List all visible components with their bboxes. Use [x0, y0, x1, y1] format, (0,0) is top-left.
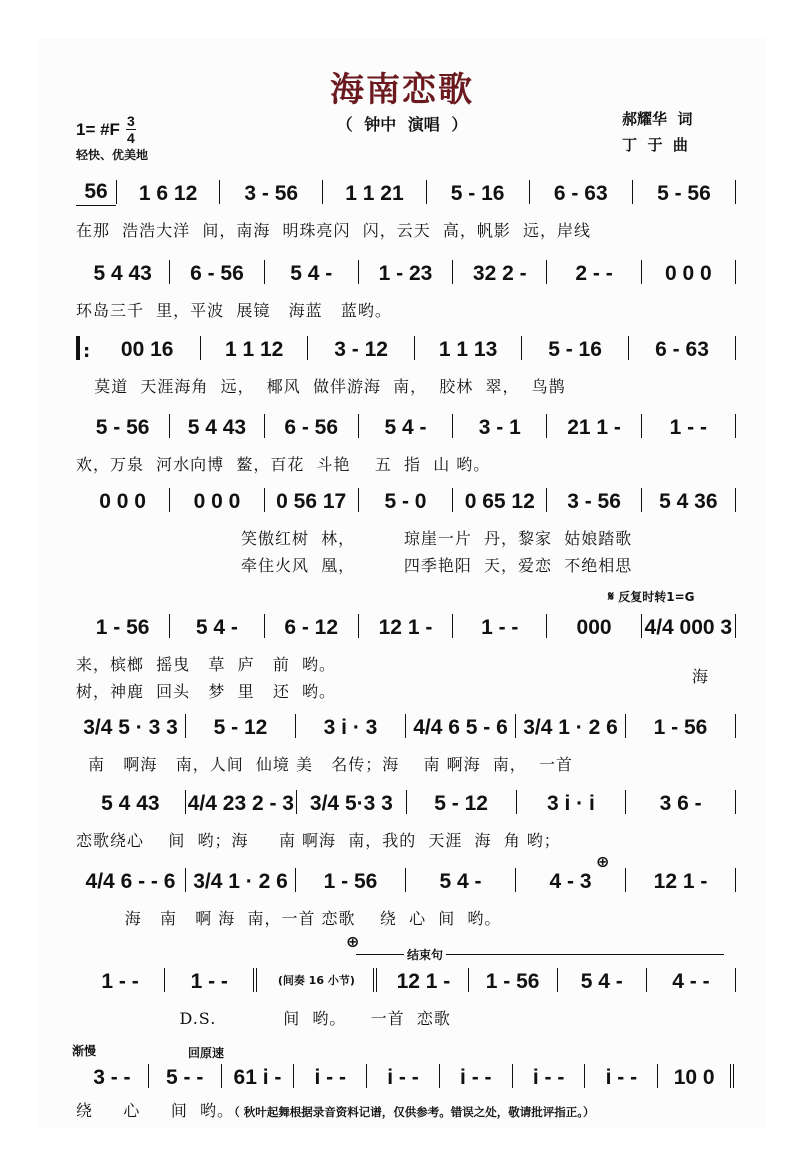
segno-annotation	[608, 588, 694, 605]
measure: 3 - 1	[478, 416, 521, 439]
measure: 1 - -	[669, 416, 707, 439]
measure: 5 - 0	[384, 490, 427, 513]
measure: 1 6 12	[138, 182, 198, 205]
measure: 12 1 -	[378, 616, 433, 639]
measure: 0 0 0	[99, 490, 146, 513]
measure: 4/4 000 3	[644, 616, 733, 639]
measure: 10 0	[673, 1066, 715, 1089]
measure: 5 - 12	[213, 716, 268, 739]
song-title: 海南恋歌	[330, 70, 474, 110]
measure: i - -	[387, 1066, 419, 1089]
measure: 5 - 56	[657, 182, 711, 205]
measure: 3 i · 3	[323, 716, 378, 739]
lyrics-row: 海 南 啊 海 南，一首 恋歌 绕 心 间 哟。	[76, 909, 502, 928]
measure: 1 1 13	[438, 338, 498, 361]
measure: 6 - 12	[284, 616, 339, 639]
measure: 1 - -	[190, 970, 228, 993]
repeat-start-sign	[76, 336, 80, 360]
notes-row	[76, 966, 736, 994]
measure: 000	[576, 616, 612, 639]
lyrics-verse-2: 树，神鹿 回头 梦 里 还 哟。	[76, 682, 337, 701]
notes-row	[76, 788, 736, 816]
notes-row	[76, 1062, 736, 1090]
notes-row	[76, 712, 736, 740]
time-sig-bottom: 4	[127, 130, 135, 146]
a-tempo-marking: 回原速	[188, 1046, 225, 1060]
lyrics-row: 恋歌绕心 间 哟；海 南 啊海 南，我的 天涯 海 角 哟；	[76, 831, 561, 850]
measure: 0 65 12	[464, 490, 535, 513]
footer-row	[76, 1098, 595, 1121]
measure: 5 4 -	[290, 262, 333, 285]
measure: 3 6 -	[659, 792, 702, 815]
measure: i - -	[314, 1066, 346, 1089]
lyricist-credit: 郝耀华 词	[622, 110, 693, 128]
measure: 12 1 -	[396, 970, 451, 993]
measure: 3 - -	[93, 1066, 131, 1089]
measure: i - -	[460, 1066, 492, 1089]
notes-row	[76, 412, 736, 440]
measure: 21 1 -	[567, 416, 621, 439]
score-line-7	[76, 712, 736, 775]
measure: 4/4 6 - - 6	[85, 870, 176, 893]
measure: 3 i · i	[546, 792, 595, 815]
tempo-marking: 轻快、优美地	[76, 148, 149, 162]
score-line-2	[76, 258, 736, 321]
segno-icon: 𝄋	[608, 589, 615, 605]
measure: 3/4 5 · 3 3	[83, 716, 178, 739]
lyrics-row: 南 啊海 南，人间 仙境 美 名传；海 南 啊海 南， 一首	[76, 755, 573, 774]
measure: 5 4 43	[101, 792, 160, 815]
measure: 1 - -	[481, 616, 519, 639]
notes-row	[76, 178, 736, 206]
measure: i - -	[532, 1066, 565, 1089]
score-line-10	[76, 966, 736, 1029]
measure: 5 4 43	[187, 416, 247, 439]
measure: 1 - 56	[485, 970, 540, 993]
lyrics-row: D.S. 间 哟。 一首 恋歌	[76, 1009, 451, 1028]
measure: 3/4 5·3 3	[309, 792, 393, 815]
lyrics-row: 莫道 天涯海角 远， 椰风 做伴游海 南， 胶林 翠， 鸟鹊	[76, 377, 566, 396]
composer-credit: 丁 于 曲	[622, 136, 688, 154]
measure: 4/4 6 5 - 6	[413, 716, 508, 739]
final-lyrics: 绕 心 间 哟。	[76, 1101, 235, 1120]
measure: 3/4 1 · 2 6	[523, 716, 618, 739]
measure: 5 4 36	[659, 490, 718, 513]
measure: 5 4 43	[93, 262, 152, 285]
score-line-6	[76, 612, 736, 702]
key-signature	[76, 114, 136, 145]
score-line-3	[76, 334, 736, 397]
measure: 1 - 56	[95, 616, 150, 639]
measure: 0 56 17	[276, 490, 347, 513]
lyrics-verse-1: 来，槟榔 摇曳 草 庐 前 哟。	[76, 655, 337, 674]
notes-row	[76, 486, 736, 514]
measure: 3 - 12	[334, 338, 388, 361]
key-change-note: 反复时转1=G	[618, 590, 695, 604]
interlude-note: (间奏 16 小节)	[277, 974, 355, 987]
singer-credit: （ 钟中 演唱 ）	[336, 115, 468, 134]
notes-row	[76, 258, 736, 286]
pickup-lyric: 海	[692, 667, 710, 686]
score-line-1	[76, 178, 736, 241]
measure: 5 4 -	[580, 970, 623, 993]
score-line-11	[76, 1062, 736, 1090]
lyrics-row: 在那 浩浩大洋 间，南海 明珠亮闪 闪，云天 高，帆影 远，岸线	[76, 221, 592, 240]
measure: i - -	[605, 1066, 638, 1089]
lyrics-row: 环岛三千 里，平波 展镜 海蓝 蓝哟。	[76, 301, 392, 320]
notes-row	[76, 612, 736, 640]
measure: 5 - 12	[434, 792, 488, 815]
measure: 5 - 56	[95, 416, 150, 439]
time-signature	[126, 114, 136, 145]
measure: 6 - 56	[190, 262, 244, 285]
measure: 5 4 -	[439, 870, 482, 893]
measure: 1 - 56	[323, 870, 378, 893]
score-line-9	[76, 866, 736, 929]
measure: 1 1 21	[345, 182, 404, 205]
credits	[622, 106, 692, 158]
measure: 12 1 -	[653, 870, 708, 893]
measure: 1 1 12	[224, 338, 284, 361]
measure: 3/4 1 · 2 6	[193, 870, 288, 893]
measure: 1 - 56	[653, 716, 708, 739]
measure: 56	[76, 180, 116, 206]
measure: 3 - 56	[567, 490, 621, 513]
measure: 5 4 -	[384, 416, 427, 439]
measure: 5 4 -	[195, 616, 238, 639]
measure: 5 - -	[166, 1066, 204, 1089]
final-barline	[730, 1064, 736, 1088]
coda-icon: ⊕	[346, 932, 360, 951]
measure: 4/4 23 2 - 3	[187, 792, 294, 815]
measure: 0 0 0	[664, 262, 712, 285]
lyrics-verse-1: 笑傲红树 林， 琼崖一片 丹，黎家 姑娘踏歌	[241, 529, 633, 548]
measure: 00 16	[120, 338, 174, 361]
coda-icon: ⊕	[596, 852, 610, 871]
measure: 4 - 3	[549, 870, 592, 893]
measure: 1 - 23	[378, 262, 433, 285]
transcription-footnote: （ 秋叶起舞根据录音资料记谱，仅供参考。错误之处，敬请批评指正。）	[234, 1105, 595, 1119]
score-line-4	[76, 412, 736, 475]
measure: 2 - -	[575, 262, 613, 285]
score-line-8	[76, 788, 736, 851]
score-line-5	[76, 486, 736, 576]
measure: 5 - 16	[450, 182, 505, 205]
ritardando-marking: 渐慢	[72, 1044, 97, 1058]
measure: 6 - 56	[284, 416, 339, 439]
measure: 32 2 -	[472, 262, 527, 285]
measure: 6 - 63	[553, 182, 608, 205]
time-sig-top: 3	[127, 113, 135, 129]
measure: 4 - -	[672, 970, 710, 993]
ending-label: 结束句	[404, 946, 446, 963]
notes-row	[76, 866, 736, 894]
measure: 5 - 16	[548, 338, 602, 361]
measure: 61 i -	[233, 1066, 282, 1089]
measure: 3 - 56	[244, 182, 299, 205]
measure: 0 0 0	[193, 490, 241, 513]
notes-row: : 00 16 1 1 12 3 - 12 1 1 13 5 - 16 6 - 63	[76, 334, 736, 362]
lyrics-row: 欢，万泉 河水向博 鳌，百花 斗艳 五 指 山 哟。	[76, 455, 491, 474]
lyrics-verse-2: 牵住火风 凰， 四季艳阳 天，爱恋 不绝相思	[241, 556, 633, 575]
measure: 6 - 63	[655, 338, 709, 361]
measure: 1 - -	[101, 970, 139, 993]
key-label: 1= #F	[76, 119, 120, 139]
